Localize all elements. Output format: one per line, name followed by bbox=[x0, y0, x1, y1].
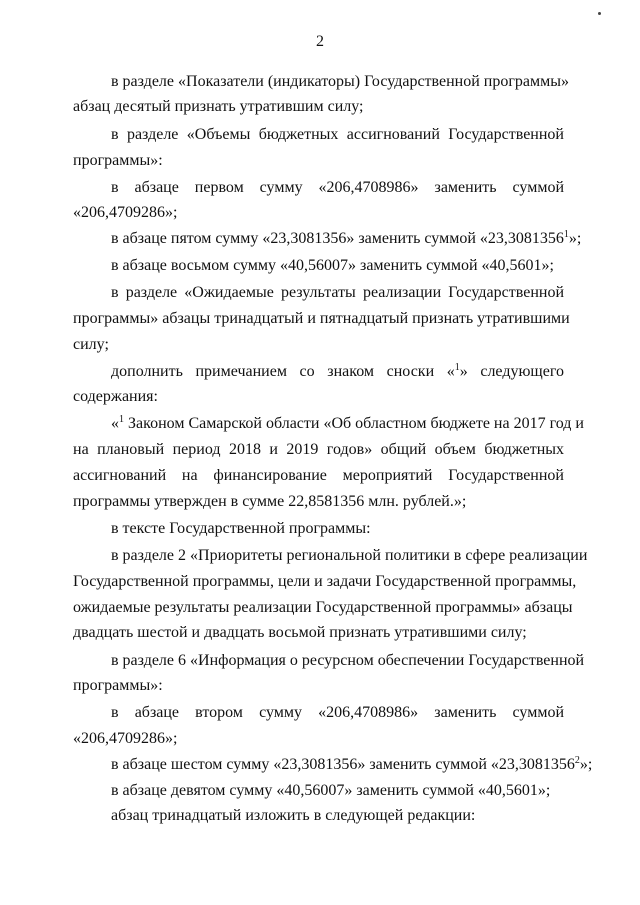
text-line: ожидаемые результаты реализации Государственной программы» абзацы bbox=[73, 599, 573, 616]
text-line: в тексте Государственной программы: bbox=[111, 520, 371, 537]
footnote-mark: 1 bbox=[119, 414, 124, 425]
text-line: в абзаце шестом сумму «23,3081356» заменить суммой «23,3081356$^2$»; bbox=[111, 755, 593, 773]
text-line: силу; bbox=[73, 336, 109, 353]
text-line: «206,4709286»; bbox=[73, 730, 178, 747]
text-line: программы утвержден в сумме 22,8581356 млн. рублей.»; bbox=[73, 493, 467, 510]
text-line: в разделе 6 «Информация о ресурсном обеспечении Государственной bbox=[111, 652, 585, 669]
text-line: «206,4709286»; bbox=[73, 204, 178, 221]
footnote-mark: 2 bbox=[574, 755, 580, 766]
text-line: в разделе 2 «Приоритеты региональной политики в сфере реализации bbox=[111, 547, 588, 564]
text-line: программы»: bbox=[73, 677, 163, 694]
text-line: в абзаце пятом сумму «23,3081356» заменить суммой «23,3081356$^1$»; bbox=[111, 229, 582, 247]
text-line: в абзаце втором сумму «206,4708986» заменить суммой bbox=[111, 704, 564, 721]
text-line: Государственной программы, цели и задачи Государственной программы, bbox=[73, 573, 577, 590]
text-line: двадцать шестой и двадцать восьмой признать утратившими силу; bbox=[73, 624, 527, 641]
text-line: дополнить примечанием со знаком сноски «$^1$» следующего bbox=[111, 362, 564, 380]
text-line: в разделе «Объемы бюджетных ассигнований Государственной bbox=[111, 126, 564, 143]
text-line: в абзаце восьмом сумму «40,56007» заменить суммой «40,5601»; bbox=[111, 257, 554, 274]
text-line: программы»: bbox=[73, 152, 163, 169]
text-line: в абзаце первом сумму «206,4708986» заменить суммой bbox=[111, 179, 564, 196]
page-number: 2 bbox=[316, 33, 324, 50]
text-line: на плановый период 2018 и 2019 годов» общий объем бюджетных bbox=[73, 441, 564, 458]
text-line: программы» абзацы тринадцатый и пятнадцатый признать утратившими bbox=[73, 310, 570, 327]
text-line: «$^1$ Законом Самарской области «Об областном бюджете на 2017 год и bbox=[111, 414, 584, 432]
text-line: в разделе «Показатели (индикаторы) Государственной программы» bbox=[111, 73, 570, 90]
text-line: в абзаце девятом сумму «40,56007» заменить суммой «40,5601»; bbox=[111, 782, 551, 799]
scan-dot bbox=[598, 12, 601, 15]
footnote-mark: 1 bbox=[563, 229, 569, 240]
text-line: в разделе «Ожидаемые результаты реализации Государственной bbox=[111, 284, 564, 301]
text-line: ассигнований на финансирование мероприятий Государственной bbox=[73, 467, 564, 484]
footnote-mark: 1 bbox=[454, 362, 460, 373]
text-line: абзац тринадцатый изложить в следующей редакции: bbox=[111, 807, 476, 824]
text-line: содержания: bbox=[73, 388, 158, 405]
text-line: абзац десятый признать утратившим силу; bbox=[73, 98, 364, 115]
